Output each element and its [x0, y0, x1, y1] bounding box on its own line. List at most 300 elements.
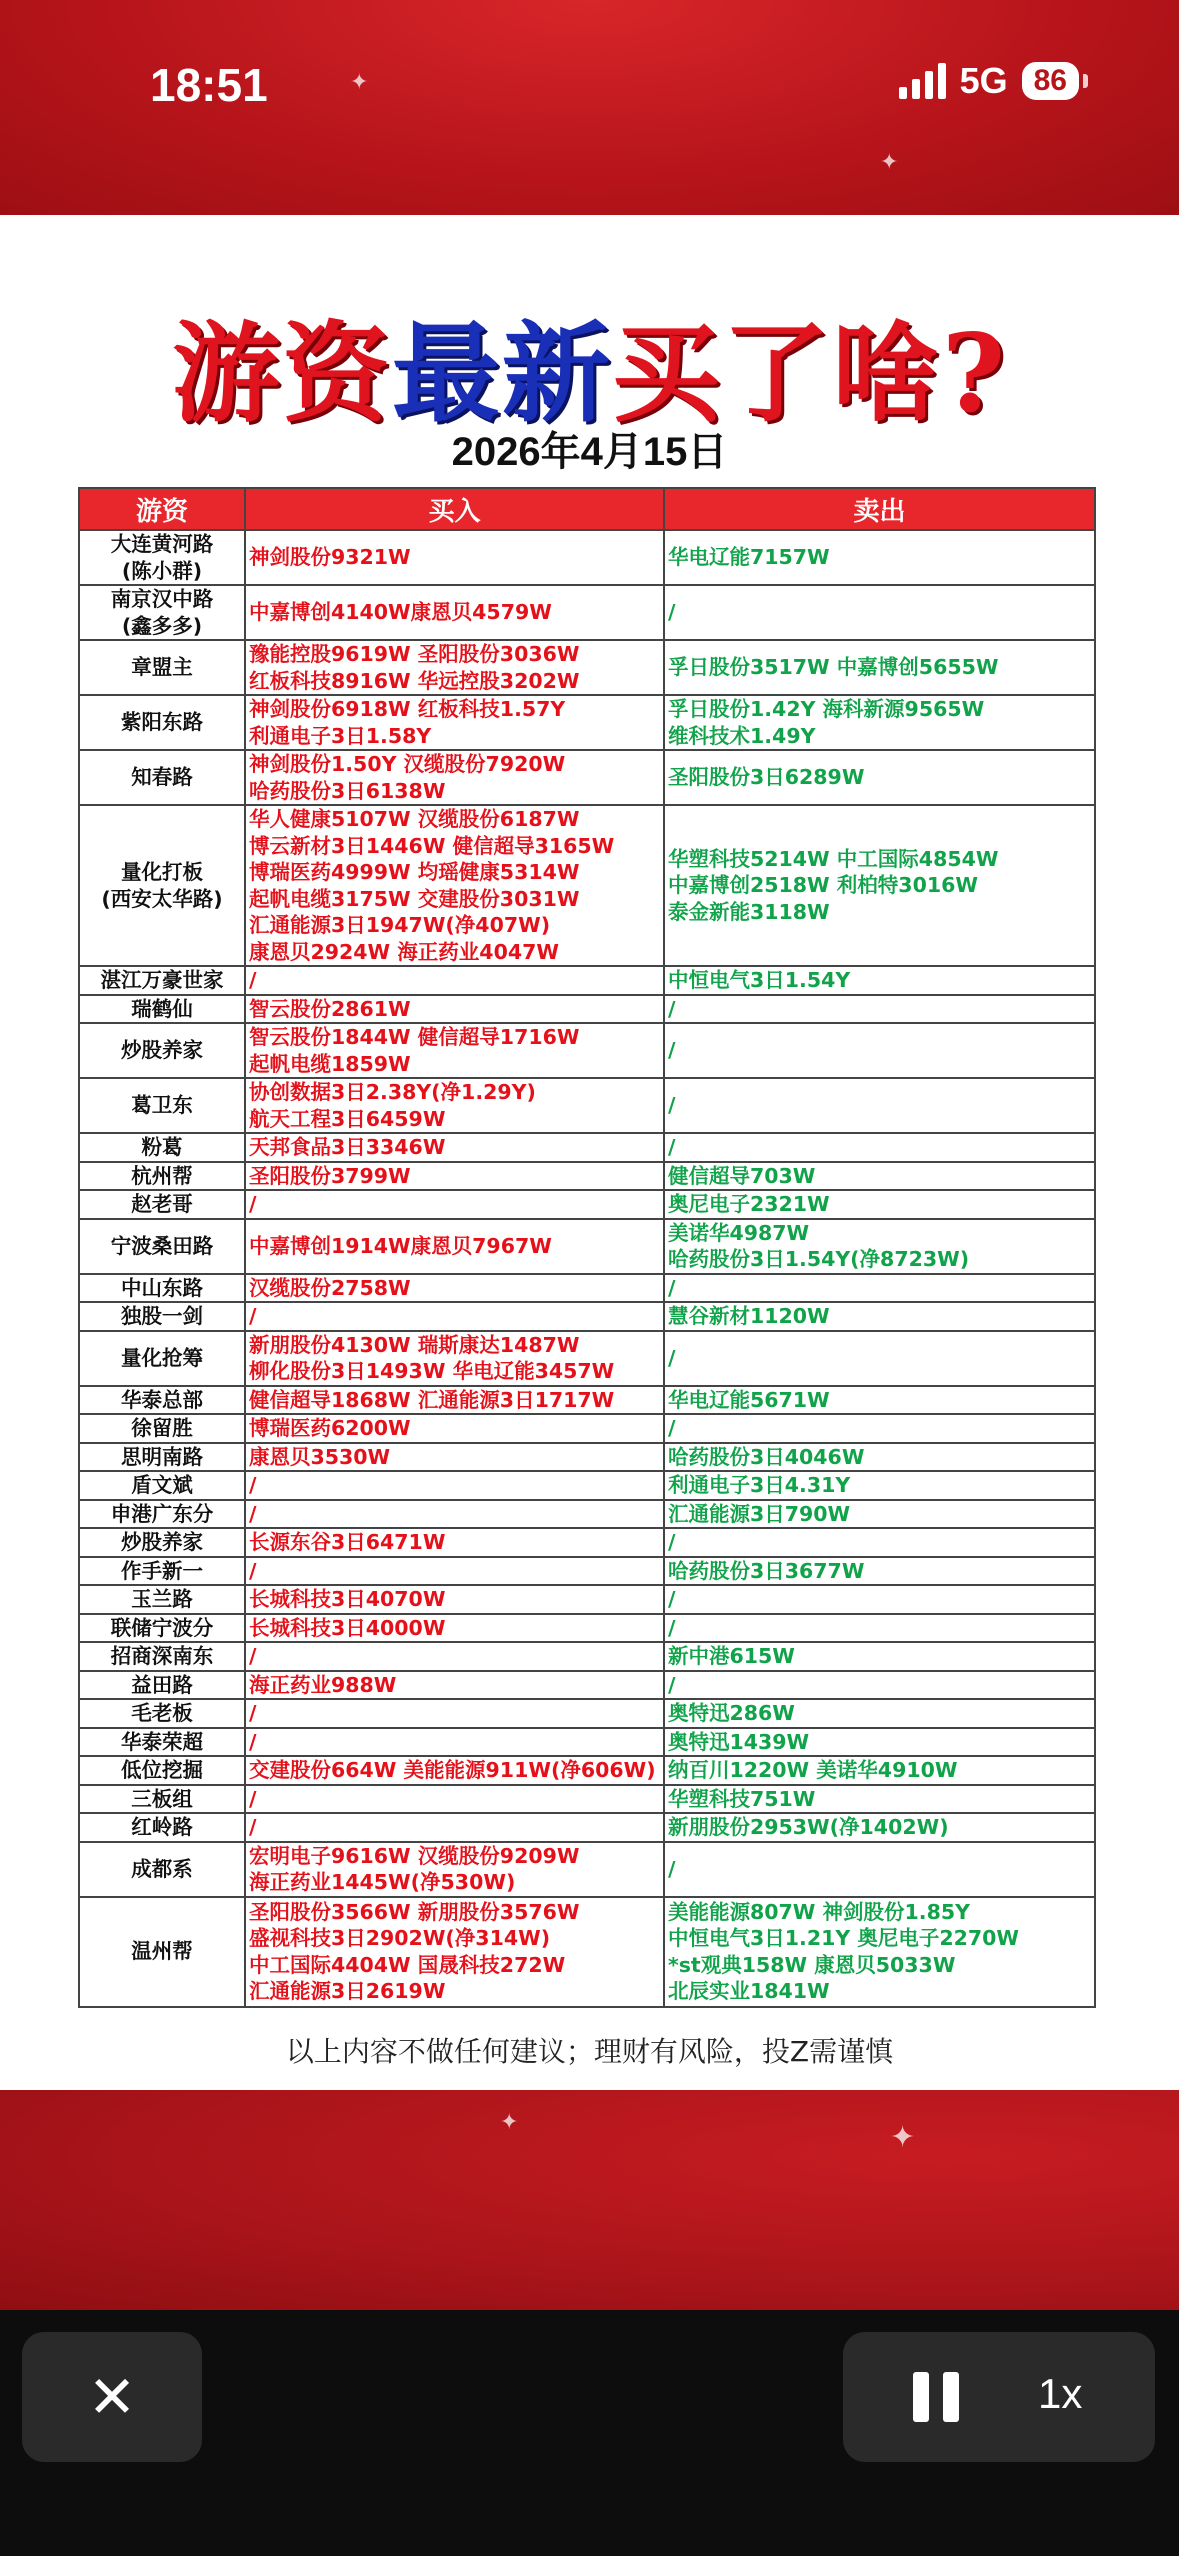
sell-cell: [664, 995, 1095, 1024]
sell-cell: [664, 1842, 1095, 1897]
buy-entry: 长城科技3日4000W: [249, 1615, 446, 1640]
sell-entry: 奥特迅286W: [668, 1701, 795, 1725]
trader-name: 三板组: [131, 1786, 193, 1811]
disclaimer: 以上内容不做任何建议；理财有风险，投Z需谨慎: [285, 2035, 894, 2068]
sell-entry: 泰金新能3118W: [668, 899, 830, 924]
buy-entry: 协创数据3日2.38Y(净1.29Y): [249, 1080, 536, 1104]
sell-entry: 慧谷新材1120W: [668, 1304, 830, 1328]
buy-entry: 健信超导1868W 汇通能源3日1717W: [249, 1387, 615, 1412]
buy-cell: [245, 1219, 664, 1274]
table-row: [79, 530, 1095, 585]
buy-entry: /: [249, 1815, 257, 1839]
buy-entry: 智云股份1844W 健信超导1716W: [249, 1025, 580, 1049]
sell-entry: /: [668, 1093, 676, 1118]
trader-name: 瑞鹤仙: [131, 996, 193, 1021]
title-part-4: 啥?: [831, 311, 1008, 437]
table-row: [79, 695, 1095, 750]
name-cell: [79, 1414, 245, 1443]
sell-cell: [664, 805, 1095, 966]
sell-entry: 孚日股份3517W 中嘉博创5655W: [668, 655, 999, 680]
table-row: [79, 1471, 1095, 1500]
table-row: [79, 1528, 1095, 1557]
buy-entry: 海正药业1445W(净530W): [249, 1870, 516, 1894]
buy-cell: [245, 585, 664, 640]
sell-entry: /: [668, 1530, 676, 1554]
sell-cell: [664, 1162, 1095, 1191]
buy-entry: 博瑞医药6200W: [249, 1416, 411, 1440]
name-cell: [79, 1785, 245, 1814]
table-row: [79, 1274, 1095, 1303]
name-cell: [79, 530, 245, 585]
sell-entry: 北辰实业1841W: [668, 1979, 830, 2003]
table-row: [79, 1219, 1095, 1274]
buy-entry: /: [249, 1701, 257, 1725]
buy-cell: [245, 1443, 664, 1472]
sell-cell: [664, 750, 1095, 805]
sell-entry: 美能能源807W 神剑股份1.85Y: [668, 1899, 970, 1924]
trader-name: 玉兰路: [131, 1587, 193, 1611]
name-cell: [79, 1756, 245, 1785]
sell-entry: 维科技术1.49Y: [668, 723, 816, 748]
buy-entry: /: [249, 1304, 257, 1328]
sell-cell: [664, 1528, 1095, 1557]
sell-cell: [664, 1557, 1095, 1586]
table-row: [79, 640, 1095, 695]
sell-entry: 汇通能源3日790W: [668, 1501, 851, 1526]
name-cell: [79, 695, 245, 750]
table-row: [79, 966, 1095, 995]
buy-cell: [245, 1785, 664, 1814]
top-banner: [0, 0, 1179, 215]
player-controls: [0, 2310, 1179, 2556]
sell-cell: [664, 1500, 1095, 1529]
sell-entry: 中恒电气3日1.54Y: [668, 968, 851, 992]
table-row: [79, 1842, 1095, 1897]
name-cell: [79, 1642, 245, 1671]
name-cell: [79, 585, 245, 640]
trader-name: 炒股养家: [121, 1038, 203, 1063]
sell-cell: [664, 1443, 1095, 1472]
table-row: [79, 1671, 1095, 1700]
sell-cell: [664, 1813, 1095, 1842]
name-cell: [79, 1614, 245, 1643]
trader-name: 大连黄河路: [110, 532, 214, 556]
sell-cell: [664, 1078, 1095, 1133]
name-cell: [79, 1897, 245, 2007]
buy-entry: 中嘉博创4140W康恩贝4579W: [249, 600, 552, 625]
status-time: 18:51: [150, 59, 268, 111]
sell-entry: /: [668, 1615, 676, 1640]
trader-name: 炒股养家: [121, 1530, 203, 1554]
sell-cell: [664, 966, 1095, 995]
buy-entry: 长城科技3日4070W: [249, 1587, 446, 1611]
sell-entry: /: [668, 1275, 676, 1300]
sell-entry: 哈药股份3日4046W: [668, 1444, 865, 1469]
name-cell: [79, 1557, 245, 1586]
sell-entry: 华塑科技751W: [668, 1786, 816, 1811]
sell-entry: 孚日股份1.42Y 海科新源9565W: [668, 697, 985, 721]
buy-entry: 中嘉博创1914W康恩贝7967W: [249, 1233, 552, 1258]
buy-entry: 圣阳股份3566W 新朋股份3576W: [249, 1899, 580, 1924]
sell-cell: [664, 1274, 1095, 1303]
trader-name: 申港广东分: [110, 1501, 214, 1526]
buy-entry: 中工国际4404W 国晟科技272W: [249, 1952, 566, 1977]
buy-entry: /: [249, 1501, 257, 1526]
battery-icon: 86: [1022, 62, 1079, 100]
name-cell: [79, 640, 245, 695]
sell-entry: 华塑科技5214W 中工国际4854W: [668, 846, 999, 871]
name-cell: [79, 995, 245, 1024]
trader-name: 中山东路: [121, 1275, 203, 1300]
status-icons: [899, 60, 1079, 102]
sell-entry: /: [668, 1856, 676, 1881]
speed-button[interactable]: 1x: [1038, 2370, 1083, 2417]
buy-cell: [245, 1699, 664, 1728]
name-cell: [79, 1023, 245, 1078]
trader-name: 招商深南东: [110, 1644, 214, 1668]
buy-cell: [245, 640, 664, 695]
table-row: [79, 1078, 1095, 1133]
name-cell: [79, 1471, 245, 1500]
name-cell: [79, 966, 245, 995]
sell-entry: 华电辽能5671W: [668, 1387, 830, 1412]
buy-cell: [245, 1386, 664, 1415]
sell-cell: [664, 1219, 1095, 1274]
network-type: 5G: [959, 60, 1008, 101]
name-cell: [79, 1386, 245, 1415]
buy-entry: 华人健康5107W 汉缆股份6187W: [249, 807, 580, 831]
table-row: [79, 1443, 1095, 1472]
buy-entry: 起帆电缆1859W: [249, 1051, 411, 1076]
trader-name: 紫阳东路: [121, 710, 203, 735]
buy-cell: [245, 1190, 664, 1219]
sell-entry: 哈药股份3日1.54Y(净8723W): [668, 1247, 970, 1271]
trader-name: 作手新一: [121, 1558, 203, 1583]
table-row: [79, 1190, 1095, 1219]
table-row: [79, 805, 1095, 966]
sell-cell: [664, 1699, 1095, 1728]
poster-title: [0, 311, 1179, 437]
trader-name: 知春路: [131, 765, 193, 790]
trader-name: 温州帮: [131, 1939, 193, 1964]
trader-name: 盾文斌: [131, 1473, 193, 1497]
buy-cell: [245, 1471, 664, 1500]
buy-entry: 柳化股份3日1493W 华电辽能3457W: [249, 1359, 615, 1383]
name-cell: [79, 1728, 245, 1757]
sell-cell: [664, 1190, 1095, 1219]
trader-name: 华泰荣超: [121, 1729, 203, 1754]
trader-name: 成都系: [131, 1856, 193, 1881]
sell-entry: /: [668, 600, 676, 625]
trader-name: 杭州帮: [131, 1163, 193, 1188]
buy-cell: [245, 1842, 664, 1897]
buy-entry: 长源东谷3日6471W: [249, 1530, 446, 1554]
buy-entry: 盛视科技3日2902W(净314W): [249, 1926, 551, 1950]
sell-entry: 新朋股份2953W(净1402W): [668, 1815, 949, 1839]
sell-entry: 美诺华4987W: [668, 1220, 810, 1245]
buy-entry: /: [249, 1473, 257, 1497]
name-cell: [79, 1699, 245, 1728]
trader-name: 低位挖掘: [121, 1758, 203, 1782]
col-header-sell: 卖出: [664, 488, 1095, 530]
sell-cell: [664, 1585, 1095, 1614]
name-cell: [79, 1842, 245, 1897]
buy-cell: [245, 1162, 664, 1191]
table-row: [79, 1699, 1095, 1728]
sell-entry: 奥尼电子2321W: [668, 1192, 830, 1216]
buy-cell: [245, 966, 664, 995]
trader-name: (鑫多多): [121, 613, 203, 638]
table-row: [79, 1500, 1095, 1529]
title-part-2: 最新: [391, 311, 612, 437]
sell-entry: 新中港615W: [668, 1644, 795, 1668]
trader-name: (西安太华路): [101, 886, 223, 911]
table-row: [79, 1813, 1095, 1842]
trader-name: 葛卫东: [131, 1093, 193, 1118]
title-part-3: 买了: [611, 311, 832, 437]
trader-name: 南京汉中路: [110, 587, 214, 611]
sell-entry: /: [668, 1345, 676, 1370]
col-header-trader: 游资: [79, 488, 245, 530]
buy-entry: /: [249, 1644, 257, 1668]
trader-name: 思明南路: [121, 1444, 203, 1469]
buy-entry: 宏明电子9616W 汉缆股份9209W: [249, 1843, 580, 1868]
sell-cell: [664, 1614, 1095, 1643]
buy-entry: /: [249, 968, 257, 992]
table-row: [79, 750, 1095, 805]
trader-name: 章盟主: [131, 655, 193, 680]
sell-cell: [664, 1386, 1095, 1415]
buy-cell: [245, 1585, 664, 1614]
sell-cell: [664, 1471, 1095, 1500]
buy-cell: [245, 1500, 664, 1529]
playback-controls: [843, 2332, 1155, 2462]
buy-cell: [245, 1557, 664, 1586]
buy-entry: 博云新材3日1446W 健信超导3165W: [249, 833, 615, 858]
signal-icon: [899, 63, 946, 99]
buy-entry: 航天工程3日6459W: [249, 1106, 446, 1131]
sell-cell: [664, 640, 1095, 695]
table-row: [79, 1133, 1095, 1162]
table-row: [79, 1614, 1095, 1643]
sell-cell: [664, 1897, 1095, 2007]
buy-cell: [245, 1274, 664, 1303]
table-row: [79, 1557, 1095, 1586]
buy-cell: [245, 695, 664, 750]
buy-cell: [245, 1331, 664, 1386]
sell-cell: [664, 1133, 1095, 1162]
buy-entry: 神剑股份6918W 红板科技1.57Y: [249, 697, 566, 721]
sell-entry: /: [668, 1416, 676, 1440]
buy-cell: [245, 1528, 664, 1557]
buy-entry: 汇通能源3日1947W(净407W): [249, 913, 551, 937]
table-row: [79, 1414, 1095, 1443]
sell-entry: 纳百川1220W 美诺华4910W: [668, 1758, 958, 1782]
buy-cell: [245, 1023, 664, 1078]
buy-cell: [245, 1614, 664, 1643]
buy-entry: 神剑股份9321W: [249, 545, 411, 570]
name-cell: [79, 1219, 245, 1274]
name-cell: [79, 805, 245, 966]
sell-cell: [664, 695, 1095, 750]
sell-cell: [664, 1671, 1095, 1700]
sell-entry: 哈药股份3日3677W: [668, 1558, 865, 1583]
sell-cell: [664, 530, 1095, 585]
sell-cell: [664, 1414, 1095, 1443]
table-row: [79, 1785, 1095, 1814]
buy-entry: 天邦食品3日3346W: [249, 1135, 446, 1159]
buy-cell: [245, 1078, 664, 1133]
name-cell: [79, 1528, 245, 1557]
buy-cell: [245, 1813, 664, 1842]
sell-cell: [664, 1756, 1095, 1785]
trader-name: (陈小群): [121, 558, 203, 583]
name-cell: [79, 750, 245, 805]
trader-name: 徐留胜: [131, 1416, 193, 1440]
name-cell: [79, 1190, 245, 1219]
trader-name: 华泰总部: [121, 1387, 203, 1412]
table-header: [79, 488, 1095, 530]
sell-entry: 圣阳股份3日6289W: [668, 765, 865, 790]
buy-cell: [245, 1756, 664, 1785]
table-row: [79, 1897, 1095, 2007]
table-row: [79, 1331, 1095, 1386]
buy-entry: 起帆电缆3175W 交建股份3031W: [249, 886, 580, 911]
name-cell: [79, 1302, 245, 1331]
trader-name: 量化打板: [121, 860, 203, 884]
trader-name: 联储宁波分: [110, 1615, 214, 1640]
buy-cell: [245, 1414, 664, 1443]
table-row: [79, 585, 1095, 640]
name-cell: [79, 1443, 245, 1472]
name-cell: [79, 1133, 245, 1162]
pause-icon[interactable]: [913, 2372, 961, 2422]
table-row: [79, 1023, 1095, 1078]
buy-cell: [245, 1671, 664, 1700]
poster: [0, 215, 1179, 2090]
buy-entry: 豫能控股9619W 圣阳股份3036W: [249, 642, 580, 666]
sell-entry: 健信超导703W: [668, 1163, 816, 1188]
sell-cell: [664, 1302, 1095, 1331]
buy-entry: 交建股份664W 美能能源911W(净606W): [249, 1758, 656, 1782]
sell-cell: [664, 1728, 1095, 1757]
buy-entry: /: [249, 1192, 257, 1216]
buy-entry: /: [249, 1786, 257, 1811]
buy-cell: [245, 995, 664, 1024]
sparkle-icon: ✦: [350, 70, 369, 95]
trader-name: 赵老哥: [131, 1192, 193, 1216]
buy-entry: 利通电子3日1.58Y: [249, 723, 432, 748]
buy-entry: 康恩贝2924W 海正药业4047W: [249, 939, 559, 964]
buy-cell: [245, 1302, 664, 1331]
sparkle-icon: ✦: [880, 150, 899, 175]
sell-cell: [664, 1785, 1095, 1814]
sell-entry: /: [668, 1587, 676, 1611]
poster-date: 2026年4月15日: [451, 430, 728, 474]
table-row: [79, 1585, 1095, 1614]
buy-entry: 圣阳股份3799W: [249, 1163, 411, 1188]
name-cell: [79, 1671, 245, 1700]
buy-entry: /: [249, 1558, 257, 1583]
sell-entry: 利通电子3日4.31Y: [668, 1473, 851, 1497]
sell-cell: [664, 1023, 1095, 1078]
sparkle-icon: ✦: [890, 2120, 916, 2155]
table-row: [79, 1728, 1095, 1757]
sell-cell: [664, 1331, 1095, 1386]
sell-entry: /: [668, 1672, 676, 1697]
trader-name: 红岭路: [131, 1815, 193, 1839]
trader-name: 独股一剑: [121, 1304, 203, 1328]
table-row: [79, 1642, 1095, 1671]
buy-cell: [245, 1133, 664, 1162]
buy-entry: 智云股份2861W: [249, 996, 411, 1021]
trader-name: 量化抢筹: [121, 1345, 203, 1370]
trader-name: 益田路: [131, 1672, 193, 1697]
buy-entry: 康恩贝3530W: [249, 1444, 391, 1469]
table-row: [79, 1386, 1095, 1415]
trader-name: 粉葛: [141, 1135, 183, 1159]
name-cell: [79, 1585, 245, 1614]
buy-entry: 神剑股份1.50Y 汉缆股份7920W: [249, 752, 566, 776]
buy-cell: [245, 805, 664, 966]
sell-cell: [664, 1642, 1095, 1671]
col-header-buy: 买入: [245, 488, 664, 530]
name-cell: [79, 1500, 245, 1529]
sparkle-icon: ✦: [500, 2110, 519, 2135]
name-cell: [79, 1078, 245, 1133]
trader-name: 湛江万豪世家: [100, 968, 224, 992]
sell-entry: 华电辽能7157W: [668, 545, 830, 570]
sell-entry: /: [668, 1038, 676, 1063]
buy-entry: 汉缆股份2758W: [249, 1275, 411, 1300]
buy-entry: 海正药业988W: [249, 1672, 397, 1697]
trades-table: [78, 487, 1096, 2008]
sell-entry: 中嘉博创2518W 利柏特3016W: [668, 873, 978, 898]
sell-cell: [664, 585, 1095, 640]
sell-entry: /: [668, 1135, 676, 1159]
buy-entry: 博瑞医药4999W 均瑶健康5314W: [249, 860, 580, 884]
buy-cell: [245, 1897, 664, 2007]
name-cell: [79, 1331, 245, 1386]
close-icon: ✕: [87, 2363, 137, 2431]
buy-entry: 红板科技8916W 华远控股3202W: [249, 668, 580, 693]
buy-cell: [245, 1728, 664, 1757]
title-part-1: 游资: [171, 311, 392, 437]
buy-cell: [245, 530, 664, 585]
sell-entry: *st观典158W 康恩贝5033W: [668, 1952, 956, 1977]
buy-cell: [245, 1642, 664, 1671]
table-row: [79, 995, 1095, 1024]
name-cell: [79, 1162, 245, 1191]
bottom-banner: [0, 2090, 1179, 2310]
buy-entry: 汇通能源3日2619W: [249, 1979, 446, 2003]
table-row: [79, 1756, 1095, 1785]
sell-entry: /: [668, 996, 676, 1021]
table-row: [79, 1302, 1095, 1331]
close-button[interactable]: [22, 2332, 202, 2462]
buy-entry: 哈药股份3日6138W: [249, 778, 446, 803]
buy-entry: /: [249, 1729, 257, 1754]
buy-cell: [245, 750, 664, 805]
buy-entry: 新朋股份4130W 瑞斯康达1487W: [249, 1332, 580, 1357]
table-row: [79, 1162, 1095, 1191]
trader-name: 宁波桑田路: [110, 1233, 214, 1258]
name-cell: [79, 1274, 245, 1303]
name-cell: [79, 1813, 245, 1842]
sell-entry: 奥特迅1439W: [668, 1729, 810, 1754]
sell-entry: 中恒电气3日1.21Y 奥尼电子2270W: [668, 1926, 1019, 1950]
trader-name: 毛老板: [131, 1701, 193, 1725]
